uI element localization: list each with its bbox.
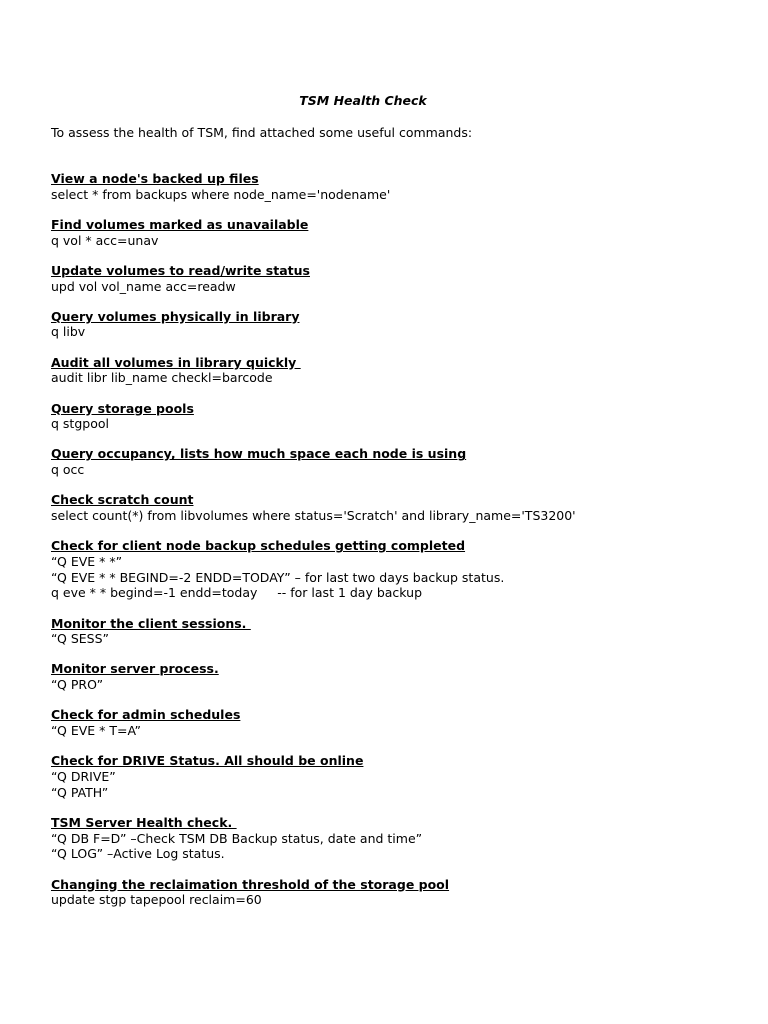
command-line: q eve * * begind=-1 endd=today -- for last 1 day backup	[51, 585, 423, 601]
command-section	[51, 492, 741, 523]
section-heading: Find volumes marked as unavailable	[51, 216, 309, 232]
command-section	[51, 217, 741, 248]
command-section	[51, 401, 741, 432]
section-heading: Monitor server process.	[51, 661, 219, 677]
command-line: select count(*) from libvolumes where status='Scratch' and library_name='TS3200'	[51, 508, 576, 524]
section-heading: Update volumes to read/write status	[51, 262, 310, 278]
command-line: q occ	[51, 462, 85, 478]
command-line: “Q DRIVE”	[51, 768, 116, 784]
command-line: “Q EVE * * BEGIND=-2 ENDD=TODAY” – for last two days backup status.	[51, 569, 505, 585]
document-title: TSM Health Check	[299, 93, 427, 108]
command-section	[51, 815, 741, 862]
section-heading: Check for DRIVE Status. All should be online	[51, 753, 364, 769]
command-section	[51, 661, 741, 692]
command-section	[51, 446, 741, 477]
section-heading: Monitor the client sessions.	[51, 615, 251, 631]
command-line: select * from backups where node_name='nodename'	[51, 186, 391, 202]
command-section	[51, 538, 741, 601]
section-heading: Check scratch count	[51, 492, 194, 508]
section-heading: Changing the reclaimation threshold of the storage pool	[51, 876, 450, 892]
command-section	[51, 309, 741, 340]
command-section	[51, 355, 741, 386]
command-line: q libv	[51, 324, 86, 340]
command-line: “Q EVE * T=A”	[51, 723, 141, 739]
section-heading: View a node's backed up files	[51, 171, 259, 186]
command-section	[51, 753, 741, 800]
command-line: “Q PATH”	[51, 784, 109, 800]
command-section	[51, 707, 741, 738]
intro-text: To assess the health of TSM, find attached some useful commands:	[51, 125, 473, 140]
section-heading: Check for admin schedules	[51, 707, 241, 723]
command-line: “Q SESS”	[51, 631, 110, 647]
section-heading: Check for client node backup schedules getting completed	[51, 538, 466, 554]
command-line: upd vol vol_name acc=readw	[51, 278, 236, 294]
command-line: “Q PRO”	[51, 677, 104, 693]
section-heading: Query volumes physically in library	[51, 308, 300, 324]
command-line: q stgpool	[51, 416, 109, 432]
command-section	[51, 263, 741, 294]
section-heading: Audit all volumes in library quickly	[51, 354, 301, 370]
command-line: update stgp tapepool reclaim=60	[51, 892, 262, 908]
command-line: “Q LOG” –Active Log status.	[51, 846, 225, 862]
command-line: “Q DB F=D” –Check TSM DB Backup status, date and time”	[51, 830, 423, 846]
command-sections	[51, 171, 741, 922]
command-section	[51, 171, 741, 202]
section-heading: Query occupancy, lists how much space each node is using	[51, 446, 467, 462]
command-section	[51, 616, 741, 647]
section-heading: TSM Server Health check.	[51, 814, 237, 830]
command-line: “Q EVE * *”	[51, 553, 123, 569]
section-heading: Query storage pools	[51, 400, 194, 416]
command-line: audit libr lib_name checkl=barcode	[51, 370, 273, 386]
command-section	[51, 877, 741, 908]
command-line: q vol * acc=unav	[51, 232, 159, 248]
